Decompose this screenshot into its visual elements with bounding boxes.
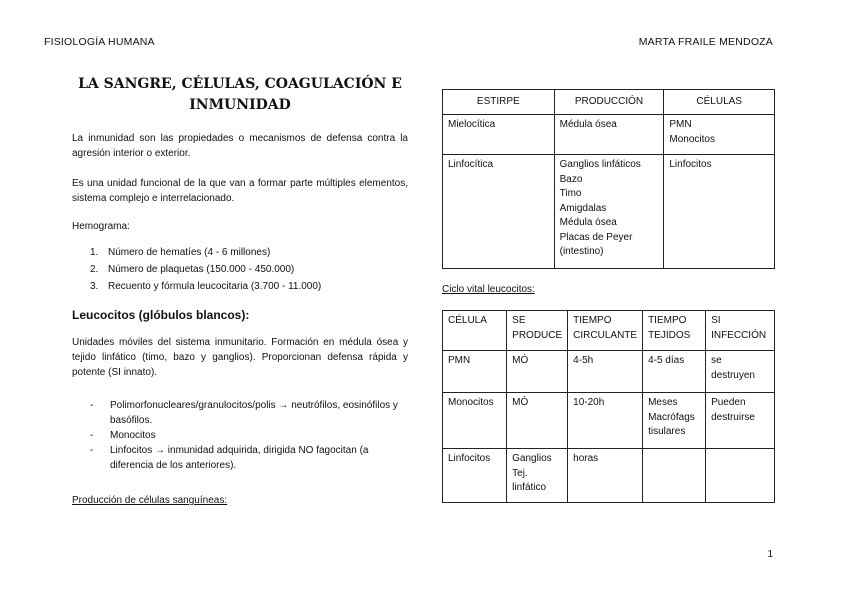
table-cell: 4-5 días <box>643 351 706 393</box>
table-cell: horas <box>568 449 643 503</box>
table-header: TIEMPO TEJIDOS <box>643 311 706 351</box>
produccion-heading: Producción de células sanguíneas: <box>72 495 228 506</box>
title-line-1: LA SANGRE, CÉLULAS, COAGULACIÓN E <box>78 76 402 92</box>
table-cell <box>706 449 775 503</box>
header-left: FISIOLOGÍA HUMANA <box>44 36 155 48</box>
table-cell: Médula ósea <box>554 115 664 155</box>
table-cell: MÓ <box>507 393 568 449</box>
table-cell: Ganglios Tej. linfático <box>507 449 568 503</box>
table-cell: PMN Monocitos <box>664 115 775 155</box>
table-cell: Linfocitos <box>664 155 775 269</box>
list-item: - Monocitos <box>90 430 156 441</box>
header-right: MARTA FRAILE MENDOZA <box>638 36 773 48</box>
table-row <box>443 449 775 503</box>
page-number: 1 <box>767 549 773 560</box>
table-header: SE PRODUCE <box>507 311 568 351</box>
table-header: TIEMPO CIRCULANTE <box>568 311 643 351</box>
table-header-row <box>443 90 775 115</box>
table-cell <box>643 449 706 503</box>
paragraph-unidad-funcional: Es una unidad funcional de la que van a formar parte múltiples elementos, sistema complejo e interrelacionado. <box>72 178 408 204</box>
table-cell: Meses Macrófags tisulares <box>643 393 706 449</box>
table-header: CÉLULA <box>443 311 507 351</box>
table-cell: Linfocitos <box>443 449 507 503</box>
list-item: 1. Número de hematíes (4 - 6 millones) <box>90 247 271 258</box>
table-cell: Pueden destruirse <box>706 393 775 449</box>
table-row <box>443 351 775 393</box>
table-cell: 10-20h <box>568 393 643 449</box>
hemograma-label: Hemograma: <box>72 221 130 232</box>
table-header: SI INFECCIÓN <box>706 311 775 351</box>
table-row <box>443 155 775 269</box>
table-cell: Mielocítica <box>443 115 555 155</box>
table-cell: Ganglios linfáticos Bazo Timo Amigdalas Médula ósea Placas de Peyer (intestino) <box>554 155 664 269</box>
hemograma-list <box>90 244 321 295</box>
list-item: 2. Número de plaquetas (150.000 - 450.000) <box>90 264 295 275</box>
table-cell: Monocitos <box>443 393 507 449</box>
table-header-row <box>443 311 775 351</box>
ciclo-vital-caption: Ciclo vital leucocitos: <box>442 284 535 295</box>
table-header: PRODUCCIÓN <box>554 90 664 115</box>
leucocitos-list <box>90 398 408 473</box>
list-item: - Polimorfonucleares/granulocitos/polis → neutrófilos, eosinófilos y basófilos. <box>90 400 398 426</box>
table-cell: 4-5h <box>568 351 643 393</box>
table-header: CÉLULAS <box>664 90 775 115</box>
paragraph-leucocitos: Unidades móviles del sistema inmunitario. Formación en médula ósea y tejido linfático (timo, bazo y ganglios). Proporcionan defensa rápida y potente (SI innato). <box>72 337 408 378</box>
paragraph-inmunidad: La inmunidad son las propiedades o mecanismos de defensa contra la agresión interior o exterior. <box>72 133 408 159</box>
table-row <box>443 393 775 449</box>
title-line-2: INMUNIDAD <box>189 97 291 113</box>
leucocitos-heading: Leucocitos (glóbulos blancos): <box>72 308 250 322</box>
ciclo-vital-table <box>442 310 775 503</box>
list-item: 3. Recuento y fórmula leucocitaria (3.700 - 11.000) <box>90 281 322 292</box>
table-cell: PMN <box>443 351 507 393</box>
list-item: - Linfocitos → inmunidad adquirida, dirigida NO fagocitan (a diferencia de los anteriores). <box>90 445 369 471</box>
table-cell: se destruyen <box>706 351 775 393</box>
table-cell: Linfocítica <box>443 155 555 269</box>
produccion-table <box>442 89 775 269</box>
table-header: ESTIRPE <box>443 90 555 115</box>
document-title <box>70 74 410 116</box>
table-row <box>443 115 775 155</box>
table-cell: MÓ <box>507 351 568 393</box>
